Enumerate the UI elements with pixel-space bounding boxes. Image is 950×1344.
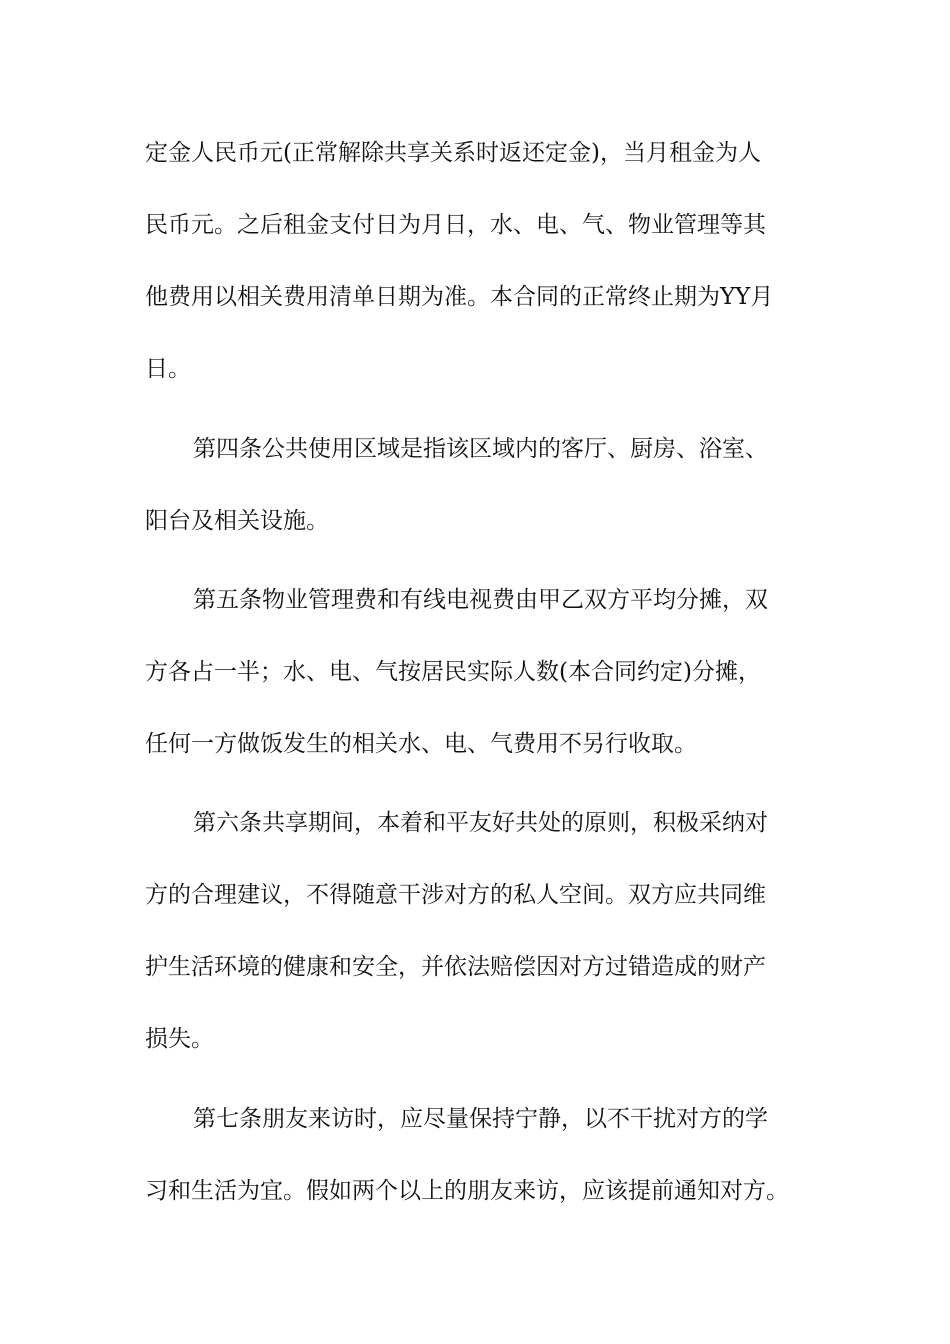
paragraph-line: 日。 [145,356,191,382]
article-5-line: 第五条物业管理费和有线电视费由甲乙双方平均分摊，双 [193,587,768,613]
paragraph-line: 损失。 [145,1026,214,1052]
paragraph-line: 方的合理建议，不得随意干涉对方的私人空间。双方应共同维 [145,882,766,908]
paragraph-line: 护生活环境的健康和安全，并依法赔偿因对方过错造成的财产 [145,954,766,980]
article-4-line: 第四条公共使用区域是指该区域内的客厅、厨房、浴室、 [193,436,768,462]
paragraph-line: 民币元。之后租金支付日为月日，水、电、气、物业管理等其 [145,212,766,238]
paragraph-line: 定金人民币元(正常解除共享关系时返还定金)，当月租金为人 [145,140,761,166]
article-6-line: 第六条共享期间，本着和平友好共处的原则，积极采纳对 [193,810,768,836]
paragraph-line: 阳台及相关设施。 [145,508,329,534]
paragraph-line: 他费用以相关费用清单日期为准。本合同的正常终止期为YY月 [145,284,774,310]
paragraph-line: 习和生活为宜。假如两个以上的朋友来访，应该提前通知对方。 [145,1178,789,1204]
article-7-line: 第七条朋友来访时，应尽量保持宁静，以不干扰对方的学 [193,1106,768,1132]
paragraph-line: 任何一方做饭发生的相关水、电、气费用不另行收取。 [145,731,697,757]
paragraph-line: 方各占一半；水、电、气按居民实际人数(本合同约定)分摊， [145,659,761,685]
